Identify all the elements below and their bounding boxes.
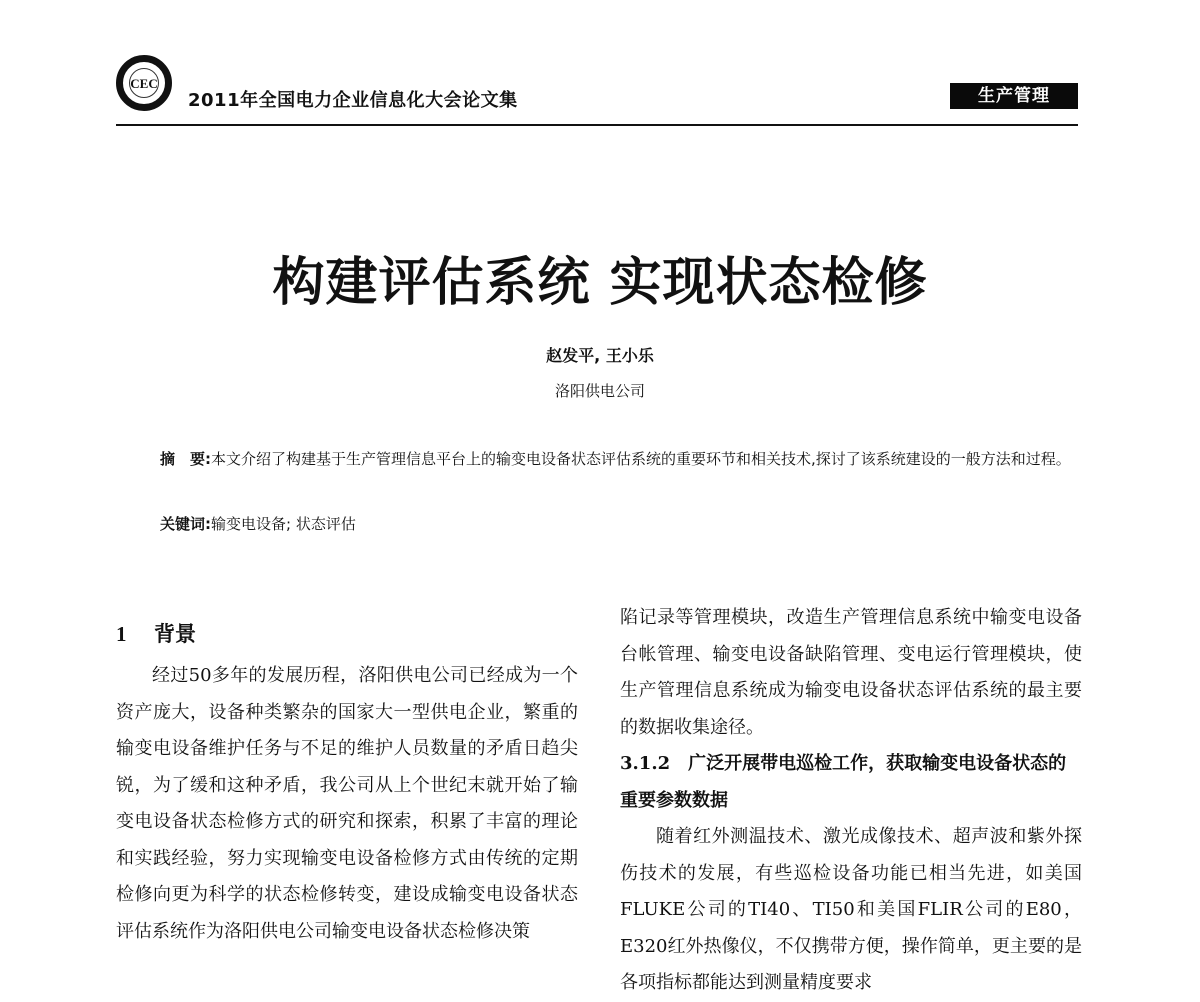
- right-column: [620, 600, 1082, 1002]
- continued-paragraph: 陷记录等管理模块，改造生产管理信息系统中输变电设备台帐管理、输变电设备缺陷管理、变电运行管理模块，使生产管理信息系统成为输变电设备状态评估系统的最主要的数据收集途径。: [620, 607, 1082, 738]
- subsection-number: 3.1.2: [620, 753, 671, 774]
- keywords-label: 关键词:: [160, 515, 211, 533]
- abstract-text: 本文介绍了构建基于生产管理信息平台上的输变电设备状态评估系统的重要环节和相关技术,探讨了该系统建设的一般方法和过程。: [211, 450, 1071, 468]
- keywords: [160, 510, 356, 538]
- subsection-heading: [620, 746, 1082, 819]
- section-tag: 生产管理: [950, 83, 1078, 109]
- section-number: 1: [116, 622, 127, 646]
- conference-logo: [116, 55, 172, 111]
- subsection-title: 广泛开展带电巡检工作，获取输变电设备状态的重要参数数据: [620, 753, 1067, 811]
- inspection-paragraph: 随着红外测温技术、激光成像技术、超声波和紫外探伤技术的发展，有些巡检设备功能已相当先进，如美国FLUKE公司的TI40、TI50和美国FLIR公司的E80，E320红外热像仪，不仅携带方便，操作简单，更主要的是各项指标都能达到测量精度要求: [620, 826, 1082, 993]
- keywords-text: 输变电设备; 状态评估: [211, 515, 356, 533]
- paper-affiliation: 洛阳供电公司: [554, 382, 645, 400]
- left-column: [116, 600, 578, 950]
- journal-title: 2011年全国电力企业信息化大会论文集: [188, 90, 518, 111]
- section-title: 背景: [154, 622, 196, 646]
- header-rule: [116, 124, 1078, 126]
- section-heading: [116, 614, 578, 654]
- paper-authors: 赵发平, 王小乐: [546, 346, 654, 365]
- paper-title: 构建评估系统 实现状态检修: [272, 253, 928, 313]
- logo-mark: CEC: [129, 68, 159, 98]
- background-paragraph: 经过50多年的发展历程，洛阳供电公司已经成为一个资产庞大，设备种类繁杂的国家大一型供电企业，繁重的输变电设备维护任务与不足的维护人员数量的矛盾日趋尖锐，为了缓和这种矛盾，我公司从上个世纪末就开始了输变电设备状态检修方式的研究和探索，积累了丰富的理论和实践经验，努力实现输变电设备检修方式由传统的定期检修向更为科学的状态检修转变，建设成输变电设备状态评估系统作为洛阳供电公司输变电设备状态检修决策: [116, 665, 578, 942]
- abstract-label: 摘 要:: [160, 450, 211, 468]
- abstract: [160, 443, 1082, 475]
